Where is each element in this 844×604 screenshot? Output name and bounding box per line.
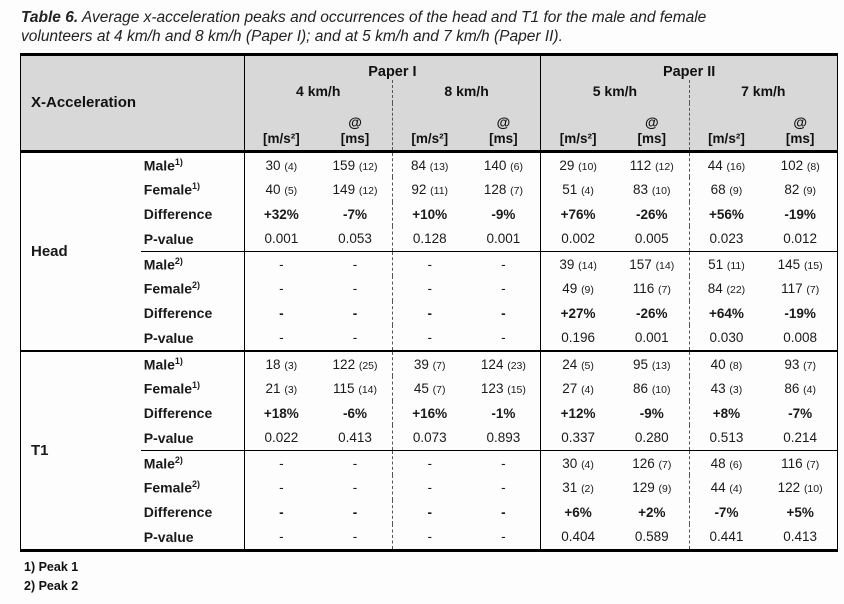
value-cell: 84 (13) xyxy=(392,151,466,177)
value-cell: -19% xyxy=(784,305,816,321)
value-cell: 0.589 xyxy=(634,529,669,545)
value-cell: 0.001 xyxy=(486,231,521,247)
value-cell: +2% xyxy=(638,504,666,520)
value-cell: - xyxy=(352,330,358,346)
value-cell: 84 (22) xyxy=(689,276,763,301)
value-cell: - xyxy=(318,251,392,276)
value-cell: - xyxy=(244,325,318,351)
value-cell: 40 (8) xyxy=(689,351,763,377)
value-cell: 0.073 xyxy=(392,425,466,450)
row-label: Difference xyxy=(143,206,213,223)
value-cell: - xyxy=(318,450,392,475)
group-label: T1 xyxy=(21,351,141,551)
table-row xyxy=(21,475,838,500)
value-cell: +18% xyxy=(244,401,318,426)
table-row xyxy=(21,376,838,401)
value-cell: - xyxy=(352,529,358,545)
value-cell: 115 (14) xyxy=(333,381,378,397)
value-cell: 0.053 xyxy=(338,231,372,247)
row-label: Female$^{2)}$ xyxy=(143,479,201,496)
value-cell: 140 (6) xyxy=(483,157,523,173)
value-cell: 124 (23) xyxy=(467,351,541,377)
row-label: Male$^{1)}$ xyxy=(141,351,244,377)
unit-accel-header: [m/s²] xyxy=(541,103,615,152)
speed-4kmh-header: 4 km/h xyxy=(244,80,392,103)
value-cell: +6% xyxy=(541,500,615,525)
row-label: Male$^{2)}$ xyxy=(141,251,244,276)
value-cell: +64% xyxy=(689,301,763,326)
value-cell: - xyxy=(467,450,541,475)
table-row xyxy=(21,202,838,227)
value-cell: +27% xyxy=(541,301,615,326)
value-cell: - xyxy=(352,281,358,297)
value-cell: 102 (8) xyxy=(780,157,820,173)
row-label: Male$^{1)}$ xyxy=(143,156,183,174)
table-row xyxy=(21,500,838,525)
value-cell: 45 (7) xyxy=(392,376,466,401)
value-cell: 126 (7) xyxy=(615,450,689,475)
paper-header-row xyxy=(21,54,838,80)
value-cell: 0.441 xyxy=(689,524,763,550)
caption-label: Table 6. xyxy=(21,9,79,26)
value-cell: 0.337 xyxy=(541,425,615,450)
value-cell: 117 (7) xyxy=(781,281,820,297)
value-cell: - xyxy=(392,251,466,276)
value-cell: - xyxy=(392,325,466,351)
value-cell: 29 (10) xyxy=(541,151,615,177)
unit-ms-header: @ [ms] xyxy=(615,103,689,152)
value-cell: 83 (10) xyxy=(633,182,671,198)
value-cell: 21 (3) xyxy=(244,376,318,401)
unit-ms-header: @ [ms] xyxy=(318,103,392,152)
value-cell: 123 (15) xyxy=(480,381,526,397)
value-cell: - xyxy=(244,450,318,475)
paper-1-header: Paper I xyxy=(244,54,541,80)
value-cell: - xyxy=(244,301,318,326)
table-row xyxy=(21,401,838,426)
value-cell: 159 (12) xyxy=(332,157,378,173)
table-body xyxy=(21,151,838,550)
table-row xyxy=(21,301,838,326)
row-label: P-value xyxy=(143,329,194,346)
value-cell: 0.022 xyxy=(244,425,318,450)
value-cell: 112 (12) xyxy=(629,157,674,173)
value-cell: 0.214 xyxy=(783,430,818,446)
value-cell: 48 (6) xyxy=(689,450,763,475)
value-cell: -26% xyxy=(636,305,668,321)
unit-ms-header: @ [ms] xyxy=(763,103,837,152)
value-cell: - xyxy=(244,500,318,525)
table-header xyxy=(21,54,838,151)
unit-accel-header: [m/s²] xyxy=(244,103,318,152)
value-cell: 0.001 xyxy=(244,226,318,251)
value-cell: 149 (12) xyxy=(332,182,378,198)
value-cell: 43 (3) xyxy=(689,376,763,401)
value-cell: +32% xyxy=(244,202,318,227)
value-cell: - xyxy=(501,480,506,496)
value-cell: 24 (5) xyxy=(541,351,615,377)
value-cell: 0.001 xyxy=(634,330,669,346)
paper-2-header: Paper II xyxy=(541,54,838,80)
value-cell: 40 (5) xyxy=(244,177,318,202)
row-label: Female$^{1)}$ xyxy=(143,181,201,198)
value-cell: 0.005 xyxy=(634,231,669,247)
value-cell: 31 (2) xyxy=(541,475,615,500)
value-cell: - xyxy=(501,504,506,520)
value-cell: 122 (10) xyxy=(777,480,823,496)
value-cell: 39 (7) xyxy=(392,351,466,377)
unit-accel-header: [m/s²] xyxy=(392,103,466,152)
row-label: Male$^{2)}$ xyxy=(141,450,244,475)
value-cell: -7% xyxy=(788,405,813,421)
unit-accel-header: [m/s²] xyxy=(689,103,763,152)
value-cell: 129 (9) xyxy=(632,480,672,496)
value-cell: 68 (9) xyxy=(689,177,763,202)
value-cell: 92 (11) xyxy=(392,177,466,202)
table-row xyxy=(21,325,838,351)
value-cell: 27 (4) xyxy=(541,376,615,401)
value-cell: - xyxy=(392,276,466,301)
value-cell: -7% xyxy=(689,500,763,525)
table-row xyxy=(21,177,838,202)
footnotes xyxy=(24,558,844,596)
value-cell: +5% xyxy=(786,504,814,520)
value-cell: 116 (7) xyxy=(632,281,671,297)
table-row xyxy=(21,251,838,276)
row-label: P-value xyxy=(143,230,194,247)
value-cell: 18 (3) xyxy=(244,351,318,377)
value-cell: -26% xyxy=(636,206,668,222)
caption-text-line1: Average x-acceleration peaks and occurrences of the head and T1 for the male and female xyxy=(81,9,707,26)
value-cell: 51 (4) xyxy=(541,177,615,202)
value-cell: 86 (10) xyxy=(633,381,671,397)
value-cell: -1% xyxy=(491,405,516,421)
value-cell: 39 (14) xyxy=(541,251,615,276)
footnote-peak2: 2) Peak 2 xyxy=(24,578,79,593)
row-label: Difference xyxy=(143,305,213,322)
table-row xyxy=(21,450,838,475)
value-cell: - xyxy=(352,305,358,321)
value-cell: -19% xyxy=(784,206,816,222)
value-cell: 44 (16) xyxy=(689,151,763,177)
value-cell: 145 (15) xyxy=(763,251,837,276)
value-cell: - xyxy=(352,504,358,520)
table-row xyxy=(21,425,838,450)
value-cell: 0.128 xyxy=(392,226,466,251)
value-cell: - xyxy=(244,251,318,276)
value-cell: - xyxy=(244,475,318,500)
value-cell: 44 (4) xyxy=(689,475,763,500)
results-table xyxy=(20,53,838,552)
speed-7kmh-header: 7 km/h xyxy=(689,80,837,103)
speed-8kmh-header: 8 km/h xyxy=(392,80,540,103)
row-label: P-value xyxy=(143,429,194,446)
value-cell: 0.280 xyxy=(634,430,669,446)
value-cell: - xyxy=(392,301,466,326)
value-cell: 122 (25) xyxy=(318,351,392,377)
value-cell: - xyxy=(501,330,506,346)
unit-ms-header: @ [ms] xyxy=(467,103,541,152)
value-cell: 128 (7) xyxy=(483,182,523,198)
table-row xyxy=(21,151,838,177)
value-cell: +56% xyxy=(689,202,763,227)
table-row xyxy=(21,276,838,301)
caption-text-line2: volunteers at 4 km/h and 8 km/h (Paper I); and at 5 km/h and 7 km/h (Paper II). xyxy=(21,27,563,45)
value-cell: 82 (9) xyxy=(784,182,816,198)
table-row xyxy=(21,524,838,550)
table-row xyxy=(21,351,838,377)
value-cell: 93 (7) xyxy=(763,351,837,377)
value-cell: 30 (4) xyxy=(244,151,318,177)
group-label: Head xyxy=(31,242,68,260)
value-cell: 0.413 xyxy=(338,430,372,446)
value-cell: +10% xyxy=(392,202,466,227)
value-cell: 157 (14) xyxy=(615,251,689,276)
value-cell: - xyxy=(244,524,318,550)
value-cell: -9% xyxy=(491,206,516,222)
value-cell: - xyxy=(501,281,506,297)
speed-5kmh-header: 5 km/h xyxy=(541,80,689,103)
value-cell: - xyxy=(392,524,466,550)
value-cell: - xyxy=(244,276,318,301)
value-cell: -7% xyxy=(343,206,368,222)
value-cell: 30 (4) xyxy=(541,450,615,475)
value-cell: -6% xyxy=(343,405,368,421)
value-cell: 0.413 xyxy=(783,529,818,545)
row-label: Female$^{2)}$ xyxy=(143,280,201,297)
table-row xyxy=(21,226,838,251)
value-cell: 116 (7) xyxy=(763,450,837,475)
value-cell: - xyxy=(392,475,466,500)
value-cell: +76% xyxy=(541,202,615,227)
value-cell: 0.893 xyxy=(486,430,521,446)
row-label: Difference xyxy=(143,504,213,521)
value-cell: +16% xyxy=(392,401,466,426)
value-cell: - xyxy=(501,305,506,321)
value-cell: 86 (4) xyxy=(784,381,816,397)
value-cell: 0.002 xyxy=(541,226,615,251)
value-cell: 0.012 xyxy=(783,231,818,247)
value-cell: +12% xyxy=(541,401,615,426)
value-cell: 0.008 xyxy=(783,330,818,346)
value-cell: - xyxy=(467,251,541,276)
value-cell: - xyxy=(392,500,466,525)
value-cell: +8% xyxy=(689,401,763,426)
value-cell: 0.513 xyxy=(689,425,763,450)
value-cell: -9% xyxy=(639,405,664,421)
value-cell: 95 (13) xyxy=(615,351,689,377)
table-caption xyxy=(0,0,844,53)
value-cell: - xyxy=(392,450,466,475)
value-cell: 49 (9) xyxy=(541,276,615,301)
row-label: Difference xyxy=(143,405,213,422)
value-cell: 0.023 xyxy=(689,226,763,251)
row-label: Female$^{1)}$ xyxy=(143,380,201,397)
value-cell: - xyxy=(501,529,506,545)
value-cell: - xyxy=(352,480,358,496)
value-cell: 51 (11) xyxy=(689,251,763,276)
value-cell: 0.030 xyxy=(689,325,763,351)
row-header-x-acceleration: X-Acceleration xyxy=(21,54,245,151)
footnote-peak1: 1) Peak 1 xyxy=(24,559,79,574)
row-label: P-value xyxy=(143,528,194,545)
value-cell: 0.196 xyxy=(541,325,615,351)
value-cell: 0.404 xyxy=(541,524,615,550)
